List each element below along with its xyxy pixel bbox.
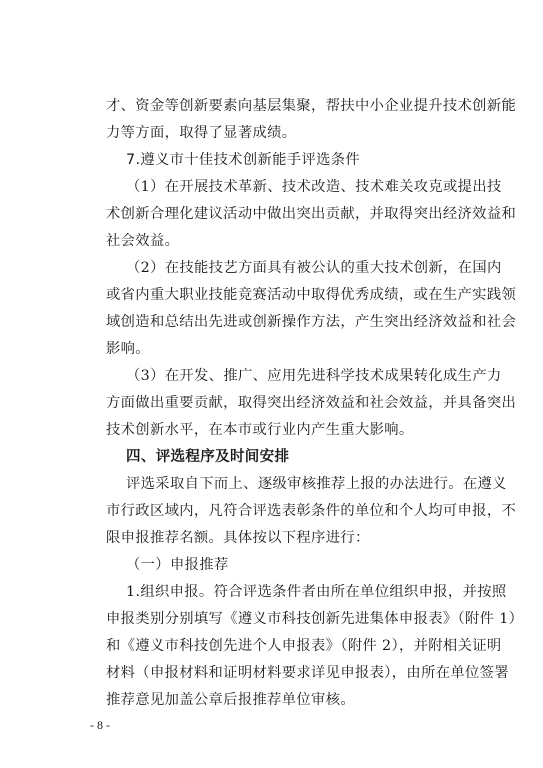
page-number: - 8 -	[90, 718, 110, 732]
section-subheading: 7.遵义市十佳技术创新能手评选条件	[126, 152, 361, 168]
paragraph-line: 方面做出重要贡献，取得突出经济效益和社会效益，并具备突出	[106, 395, 517, 411]
paragraph-line: 社会效益。	[106, 233, 180, 249]
subsection-heading: （一）申报推荐	[126, 557, 229, 573]
paragraph-line: 材料（申报材料和证明材料要求详见申报表），由所在单位签署	[106, 665, 509, 681]
section-heading: 四、评选程序及时间安排	[126, 449, 290, 465]
paragraph-line: 和《遵义市科技创先进个人申报表》（附件 2），并附相关证明	[106, 638, 502, 654]
paragraph-line: （1）在开展技术革新、技术改造、技术难关攻克或提出技	[126, 179, 502, 195]
paragraph-line: 限申报推荐名额。具体按以下程序进行：	[106, 530, 370, 546]
paragraph-line: （3）在开发、推广、应用先进科学技术成果转化成生产力	[126, 368, 502, 384]
paragraph-line: 申报类别分别填写《遵义市科技创新先进集体申报表》（附件 1）	[106, 611, 524, 627]
paragraph-line: （2）在技能技艺方面具有被公认的重大技术创新，在国内	[126, 260, 502, 276]
paragraph-line: 市行政区域内，凡符合评选表彰条件的单位和个人均可申报，不	[106, 503, 517, 519]
paragraph-line: 评选采取自下而上、逐级审核推荐上报的办法进行。在遵义	[126, 476, 507, 492]
paragraph-line: 或省内重大职业技能竞赛活动中取得优秀成绩，或在生产实践领	[106, 287, 517, 303]
paragraph-line: 才、资金等创新要素向基层集聚，帮扶中小企业提升技术创新能	[106, 98, 517, 114]
paragraph-line: 推荐意见加盖公章后报推荐单位审核。	[106, 692, 355, 708]
paragraph-line: 域创造和总结出先进或创新操作方法，产生突出经济效益和社会	[106, 314, 517, 330]
paragraph-line: 术创新合理化建议活动中做出突出贡献，并取得突出经济效益和	[106, 206, 517, 222]
paragraph-line: 技术创新水平，在本市或行业内产生重大影响。	[106, 422, 414, 438]
paragraph-line: 影响。	[106, 341, 150, 357]
paragraph-line: 1.组织申报。符合评选条件者由所在单位组织申报，并按照	[126, 584, 507, 600]
paragraph-line: 力等方面，取得了显著成绩。	[106, 125, 297, 141]
